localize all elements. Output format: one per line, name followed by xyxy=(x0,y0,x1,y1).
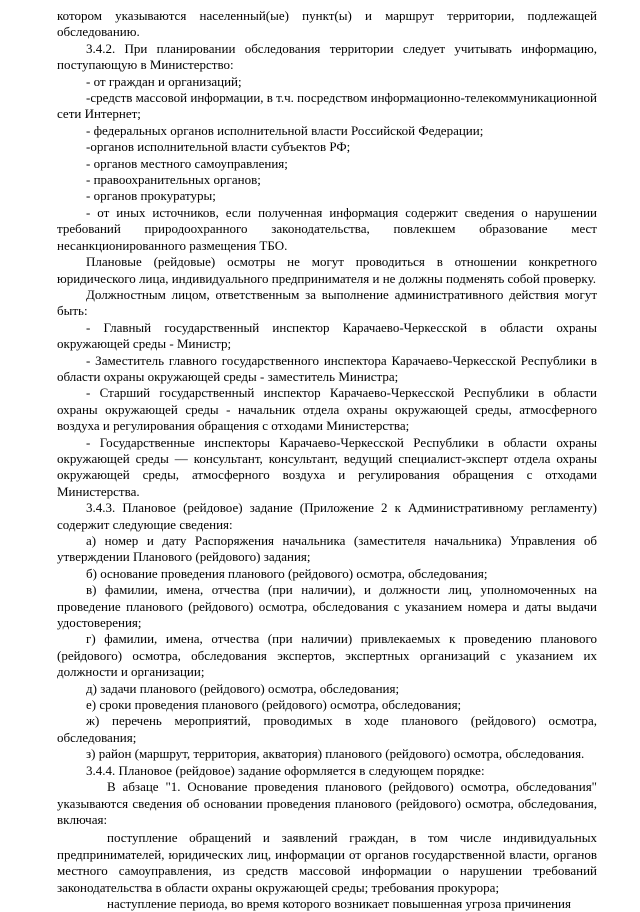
paragraph: поступление обращений и заявлений граждан, в том числе индивидуальных предпринимателей, юридических лиц, информации от органов государственной власти, органов местного самоуправления, из средств массовой информации о нарушении требований законодательства в области охраны окружающей среды; требования прокурора; xyxy=(57,830,597,895)
document-body xyxy=(57,8,597,912)
list-item: - Главный государственный инспектор Карачаево-Черкесской в области охраны окружающей среды - Министр; xyxy=(57,319,597,352)
paragraph: 3.4.4. Плановое (рейдовое) задание оформляется в следующем порядке: xyxy=(86,762,485,778)
list-item: - от граждан и организаций; xyxy=(86,73,242,89)
list-item: - Старший государственный инспектор Карачаево-Черкесской Республики в области охраны окружающей среды - начальник отдела охраны окружающей среды, атмосферного воздуха и регулирования обращения с отходами Министерства; xyxy=(57,385,597,434)
paragraph: 3.4.2. При планировании обследования территории следует учитывать информацию, поступающую в Министерство: xyxy=(57,40,597,73)
list-item: б) основание проведения планового (рейдового) осмотра, обследования; xyxy=(86,565,488,581)
list-item: а) номер и дату Распоряжения начальника (заместителя начальника) Управления об утверждении Планового (рейдового) задания; xyxy=(57,533,597,565)
list-item: з) район (маршрут, территория, акватория) планового (рейдового) осмотра, обследования. xyxy=(86,746,585,762)
list-item: - органов прокуратуры; xyxy=(86,188,216,204)
list-item: в) фамилии, имена, отчества (при наличии), и должности лиц, уполномоченных на проведение планового (рейдового) осмотра, обследования с указанием номера и даты выдачи удостоверения; xyxy=(57,582,597,631)
paragraph: котором указываются населенный(ые) пункт(ы) и маршрут территории, подлежащей обследованию. xyxy=(57,8,597,40)
paragraph: 3.4.3. Плановое (рейдовое) задание (Приложение 2 к Административному регламенту) содержит следующие сведения: xyxy=(57,500,597,532)
list-item: - правоохранительных органов; xyxy=(86,172,261,188)
list-item: -средств массовой информации, в т.ч. посредством информационно-телекоммуникационной сети Интернет; xyxy=(57,90,598,122)
paragraph: Должностным лицом, ответственным за выполнение административного действия могут быть: xyxy=(57,286,597,319)
paragraph: Плановые (рейдовые) осмотры не могут проводиться в отношении конкретного юридического лица, индивидуального предпринимателя и не должны подменять собой проверку. xyxy=(57,254,597,286)
paragraph: В абзаце "1. Основание проведения планового (рейдового) осмотра, обследования" указываются сведения об основании проведения планового (рейдового) осмотра, обследования, включая: xyxy=(57,779,597,827)
list-item: -органов исполнительной власти субъектов РФ; xyxy=(86,139,351,155)
list-item: - органов местного самоуправления; xyxy=(86,155,288,171)
list-item: д) задачи планового (рейдового) осмотра, обследования; xyxy=(86,680,400,696)
list-item: - от иных источников, если полученная информация содержит сведения о нарушении требований природоохранного законодательства, повлекшем образование мест несанкционированного размещения ТБО. xyxy=(57,204,597,253)
list-item: е) сроки проведения планового (рейдового) осмотра, обследования; xyxy=(86,697,462,713)
list-item: г) фамилии, имена, отчества (при наличии) привлекаемых к проведению планового (рейдового) осмотра, обследования экспертов, экспертных организаций с указанием их должности и организации; xyxy=(57,631,597,680)
list-item: ж) перечень мероприятий, проводимых в ходе планового (рейдового) осмотра, обследования; xyxy=(57,713,597,745)
paragraph: наступление периода, во время которого возникает повышенная угроза причинения xyxy=(107,895,571,911)
list-item: - федеральных органов исполнительной власти Российской Федерации; xyxy=(86,122,484,138)
list-item: - Государственные инспекторы Карачаево-Черкесской Республики в области охраны окружающей среды — консультант, консультант, ведущий специалист-эксперт отдела охраны окружающей среды, атмосферного воздуха и регулирования обращения с отходами Министерства. xyxy=(57,434,597,499)
list-item: - Заместитель главного государственного инспектора Карачаево-Черкесской Республики в области охраны окружающей среды - заместитель Министра; xyxy=(57,352,597,384)
